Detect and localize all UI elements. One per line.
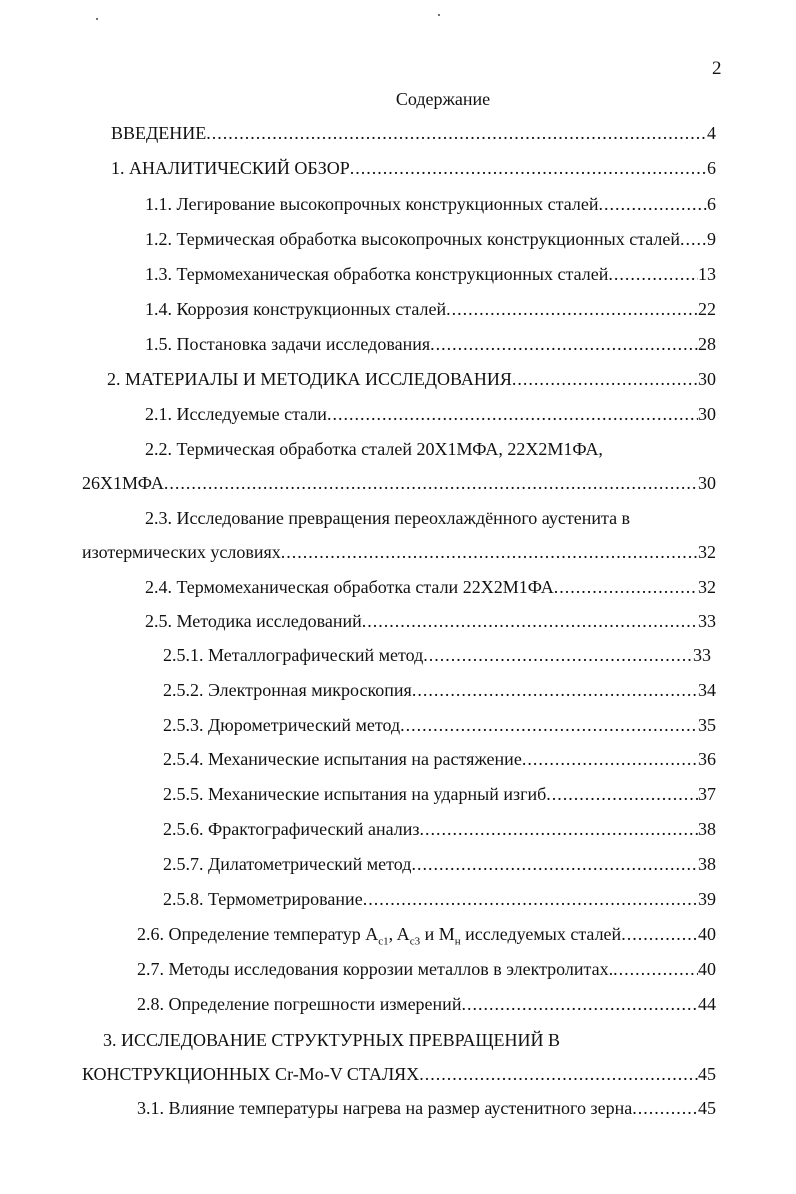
toc-leader-dots [411,852,698,876]
toc-entry-2-5-1[interactable] [163,643,711,667]
toc-entry-page: 6 [707,158,716,178]
toc-entry-2-3-line1[interactable]: 2.3. Исследование превращения переохлаждённого аустенита в [145,508,631,528]
toc-leader-dots [281,540,698,564]
toc-entry-page: 28 [698,334,716,354]
toc-entry-2-5-7[interactable] [163,852,716,876]
toc-leader-dots [363,887,698,911]
toc-entry-page: 33 [698,611,716,631]
toc-entry-2-7[interactable] [137,957,716,981]
toc-label-part: 2.6. Определение температур A [137,924,379,944]
toc-entry-label: ВВЕДЕНИЕ [111,123,207,143]
toc-label-part: исследуемых сталей [460,924,622,944]
toc-entry-label: 2.4. Термомеханическая обработка стали 22Х2М1ФА [145,577,554,597]
toc-entry-page: 34 [698,680,716,700]
toc-entry-2-5-6[interactable] [163,817,716,841]
toc-entry-3[interactable] [82,1062,716,1086]
toc-leader-dots [512,367,698,391]
toc-entry-1-1[interactable] [145,192,716,216]
toc-entry-page: 38 [698,819,716,839]
toc-entry-label: 2.5. Методика исследований [145,611,362,631]
toc-entry-label: 2.1. Исследуемые стали [145,404,327,424]
toc-entry-label: 2.5.8. Термометрирование [163,889,363,909]
toc-entry-2-5-3[interactable] [163,713,716,737]
toc-label-subscript: c3 [409,935,421,948]
toc-leader-dots [554,575,698,599]
toc-leader-dots [423,643,693,667]
toc-leader-dots [327,402,698,426]
toc-entry-page: 4 [707,123,716,143]
toc-entry-1-3[interactable] [145,262,716,286]
toc-entry-introduction[interactable] [111,121,716,145]
toc-leader-dots [420,817,699,841]
page-title: Содержание [395,89,491,109]
toc-entry-label: 2.5.4. Механические испытания на растяжение [163,749,522,769]
toc-entry-label: 1.1. Легирование высокопрочных конструкционных сталей [145,194,599,214]
toc-leader-dots [164,471,698,495]
toc-entry-1-5[interactable] [145,332,716,356]
toc-entry-3-1[interactable] [137,1096,716,1120]
toc-entry-page: 35 [698,715,716,735]
toc-entry-label: 2.7. Методы исследования коррозии металлов в электролитах. [137,959,614,979]
toc-leader-dots [613,957,698,981]
toc-entry-label: изотермических условиях [82,542,281,562]
toc-entry-label: 26Х1МФА [82,473,164,493]
toc-entry-page: 30 [698,473,716,493]
toc-leader-dots [419,1062,698,1086]
toc-entry-label: 2.5.6. Фрактографический анализ [163,819,420,839]
toc-entry-page: 45 [698,1098,716,1118]
toc-leader-dots [621,922,698,946]
toc-entry-label: 1. АНАЛИТИЧЕСКИЙ ОБЗОР [111,158,350,178]
toc-entry-1-4[interactable] [145,297,716,321]
toc-entry-2-8[interactable] [137,992,716,1016]
toc-entry-page: 32 [698,542,716,562]
toc-leader-dots [461,992,698,1016]
toc-entry-1[interactable] [111,156,716,180]
toc-entry-label: 2.5.5. Механические испытания на ударный изгиб [163,784,547,804]
toc-entry-page: 39 [698,889,716,909]
toc-label-part: и M [420,924,455,944]
toc-entry-2-5-5[interactable] [163,782,716,806]
toc-entry-2-4[interactable] [145,575,716,599]
toc-entry-page: 30 [698,369,716,389]
toc-entry-2-2[interactable] [82,471,716,495]
toc-entry-page: 44 [698,994,716,1014]
toc-leader-dots [412,678,698,702]
toc-entry-2-5-4[interactable] [163,747,716,771]
toc-leader-dots [632,1096,698,1120]
toc-leader-dots [400,713,698,737]
toc-label-part: , A [388,924,410,944]
toc-label-subscript: н [454,935,461,948]
toc-entry-page: 37 [698,784,716,804]
toc-leader-dots [446,297,698,321]
page-number: 2 [712,58,722,79]
toc-entry-page: 9 [707,229,716,249]
toc-leader-dots [430,332,698,356]
toc-entry-label: КОНСТРУКЦИОННЫХ Cr-Mo-V СТАЛЯХ [82,1064,420,1084]
toc-entry-2-5-8[interactable] [163,887,716,911]
toc-entry-label: 2.5.3. Дюрометрический метод [163,715,401,735]
toc-entry-label: 2. МАТЕРИАЛЫ И МЕТОДИКА ИССЛЕДОВАНИЯ [107,369,512,389]
toc-entry-label: 3.1. Влияние температуры нагрева на размер аустенитного зерна [137,1098,633,1118]
toc-entry-page: 40 [698,924,716,944]
toc-entry-page: 6 [707,194,716,214]
toc-leader-dots [608,262,698,286]
toc-leader-dots [546,782,698,806]
toc-leader-dots [522,747,698,771]
toc-entry-label: 2.5.1. Металлографический метод [163,645,424,665]
toc-entry-page: 33 [693,645,711,665]
toc-entry-2-1[interactable] [145,402,716,426]
toc-entry-3-line1[interactable]: 3. ИССЛЕДОВАНИЕ СТРУКТУРНЫХ ПРЕВРАЩЕНИЙ В [103,1030,561,1050]
toc-leader-dots [206,121,707,145]
toc-entry-page: 13 [698,264,716,284]
toc-leader-dots [362,609,698,633]
toc-entry-label: 2.8. Определение погрешности измерений [137,994,462,1014]
toc-entry-label: 1.3. Термомеханическая обработка конструкционных сталей [145,264,609,284]
toc-entry-label: 1.2. Термическая обработка высокопрочных конструкционных сталей [145,229,681,249]
toc-entry-label: 1.5. Постановка задачи исследования [145,334,431,354]
toc-label-subscript: c1 [378,935,389,948]
toc-entry-2-5[interactable] [145,609,716,633]
toc-entry-2-3[interactable] [82,540,716,564]
toc-entry-2[interactable] [107,367,716,391]
toc-entry-2-2-line1[interactable]: 2.2. Термическая обработка сталей 20Х1МФА, 22Х2М1ФА, [145,439,603,459]
toc-entry-page: 45 [698,1064,716,1084]
toc-entry-2-5-2[interactable] [163,678,716,702]
toc-entry-label: 1.4. Коррозия конструкционных сталей [145,299,447,319]
toc-entry-label: 2.5.2. Электронная микроскопия [163,680,412,700]
toc-entry-page: 38 [698,854,716,874]
toc-entry-page: 30 [698,404,716,424]
toc-entry-1-2[interactable] [145,227,716,251]
toc-entry-page: 22 [698,299,716,319]
toc-entry-page: 36 [698,749,716,769]
toc-leader-dots [350,156,707,180]
toc-entry-label: 2.5.7. Дилатометрический метод [163,854,412,874]
toc-leader-dots [680,227,707,251]
toc-entry-page: 40 [698,959,716,979]
toc-entry-label [137,922,621,954]
toc-entry-2-6[interactable] [137,922,716,946]
toc-leader-dots [598,192,707,216]
toc-entry-page: 32 [698,577,716,597]
